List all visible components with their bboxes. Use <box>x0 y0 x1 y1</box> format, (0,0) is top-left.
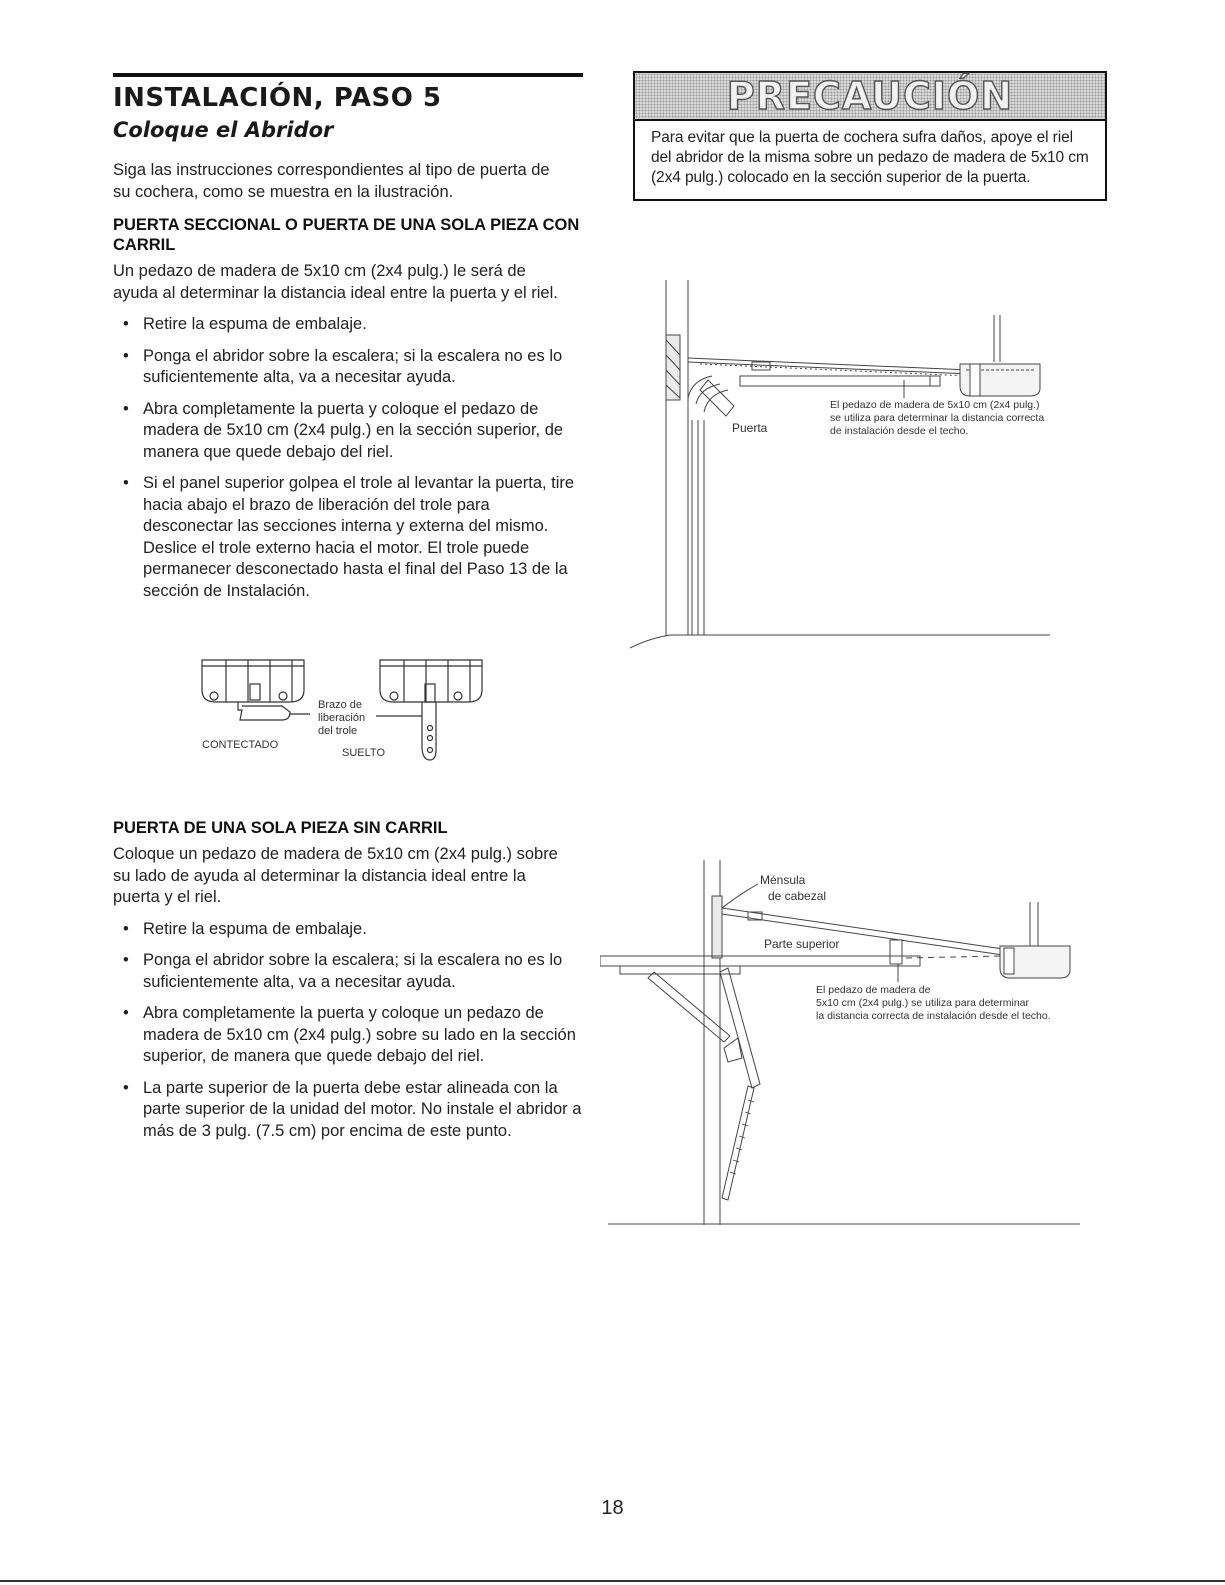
section-sectional-door <box>113 215 583 612</box>
header-rule <box>113 73 583 77</box>
list-item: • Abra completamente la puerta y coloque un pedazo de madera de 5x10 cm (2x4 pulg.) sobre su lado en la sección superior, de manera que quede debajo del riel. <box>113 1003 583 1068</box>
list-item: • Si el panel superior golpea el trole al levantar la puerta, tire hacia abajo el brazo de liberación del trole para desconectar las secciones interna y externa del mismo. Deslice el trole externo hacia el motor. El trole puede permanecer desconectado hasta el final del Paso 13 de la sección de Instalación. <box>113 473 583 602</box>
list-item: • Retire la espuma de embalaje. <box>113 919 583 941</box>
door-label: Puerta <box>732 421 768 435</box>
caution-title: PRECAUCIÓN <box>726 74 1014 118</box>
page-subtitle: Coloque el Abridor <box>113 118 334 142</box>
section-sectional-lead: Un pedazo de madera de 5x10 cm (2x4 pulg.) le será de ayuda al determinar la distancia ideal entre la puerta y el riel. <box>113 262 558 302</box>
section-one-piece-door <box>113 818 583 1152</box>
release-arm-label-3: del trole <box>318 725 358 737</box>
section-sectional-heading: PUERTA SECCIONAL O PUERTA DE UNA SOLA PIEZA CON CARRIL <box>113 216 580 254</box>
top-label: Parte superior <box>764 937 840 951</box>
release-arm-label-2: liberación <box>318 712 366 724</box>
release-arm-label-1: Brazo de <box>318 699 363 711</box>
connected-label: CONTECTADO <box>202 739 279 751</box>
list-item: • La parte superior de la puerta debe estar alineada con la parte superior de la unidad del motor. No instale el abridor a más de 3 pulg. (7.5 cm) por encima de este punto. <box>113 1078 583 1143</box>
sectional-door-figure <box>630 280 1080 650</box>
bottom-rule <box>0 1580 1225 1582</box>
trolley-release-figure <box>190 650 500 770</box>
caution-header <box>635 73 1105 121</box>
wood-note-3: la distancia correcta de instalación desde el techo. <box>816 1010 1051 1022</box>
page-number: 18 <box>601 1497 624 1519</box>
loose-label: SUELTO <box>342 747 385 759</box>
caution-text: Para evitar que la puerta de cochera sufra daños, apoye el riel del abridor de la misma sobre un pedazo de madera de 5x10 cm (2x4 pulg.) colocado en la sección superior de la puerta. <box>651 129 1089 186</box>
wood-note-2: 5x10 cm (2x4 pulg.) se utiliza para determinar <box>816 997 1030 1009</box>
wood-note-3: de instalación desde el techo. <box>830 425 969 437</box>
intro-paragraph: Siga las instrucciones correspondientes al tipo de puerta de su cochera, como se muestra en la ilustración. <box>113 161 550 201</box>
bracket-label-1: Ménsula <box>760 873 806 887</box>
section-onepiece-heading: PUERTA DE UNA SOLA PIEZA SIN CARRIL <box>113 819 448 837</box>
wood-note-2: se utiliza para determinar la distancia correcta <box>830 412 1045 424</box>
caution-box <box>633 71 1107 201</box>
list-item: • Ponga el abridor sobre la escalera; si la escalera no es lo suficientemente alta, va a necesitar ayuda. <box>113 346 583 389</box>
section-onepiece-bullets <box>113 919 583 1143</box>
list-item: • Abra completamente la puerta y coloque el pedazo de madera de 5x10 cm (2x4 pulg.) en la sección superior, de manera que quede debajo del riel. <box>113 399 583 464</box>
page-title: INSTALACIÓN, PASO 5 <box>113 83 442 113</box>
list-item: • Retire la espuma de embalaje. <box>113 314 583 336</box>
section-onepiece-lead: Coloque un pedazo de madera de 5x10 cm (2x4 pulg.) sobre su lado de ayuda al determinar la distancia ideal entre la puerta y el riel. <box>113 845 558 906</box>
section-sectional-bullets <box>113 314 583 602</box>
bracket-label-2: de cabezal <box>768 889 827 903</box>
list-item: • Ponga el abridor sobre la escalera; si la escalera no es lo suficientemente alta, va a necesitar ayuda. <box>113 950 583 993</box>
wood-note-1: El pedazo de madera de 5x10 cm (2x4 pulg.) <box>830 399 1040 411</box>
wood-note-1: El pedazo de madera de <box>816 984 931 996</box>
one-piece-door-figure <box>600 860 1085 1230</box>
